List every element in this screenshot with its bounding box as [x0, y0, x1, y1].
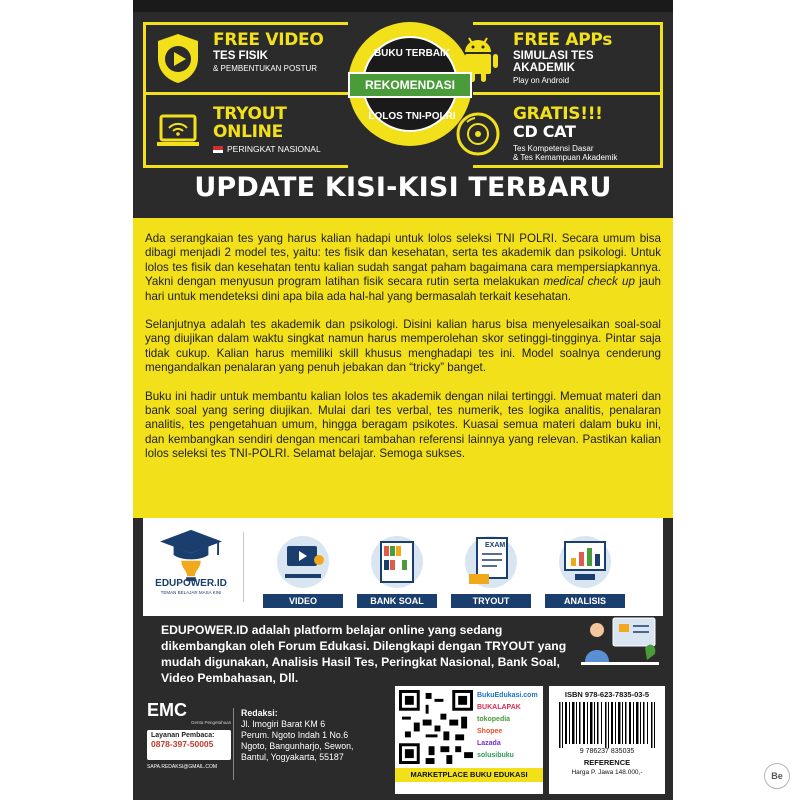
person-computer-icon: [573, 612, 663, 674]
divider: [243, 532, 244, 602]
flag-icon: [213, 146, 223, 153]
corner-badge[interactable]: Be: [764, 763, 790, 789]
edu-item-label: VIDEO: [263, 594, 343, 608]
publisher-block: [147, 700, 243, 790]
page-title: UPDATE KISI-KISI TERBARU: [194, 172, 612, 203]
edu-item-label: TRYOUT: [451, 594, 531, 608]
exam-illustration-icon: [455, 530, 527, 590]
reader-service: [147, 730, 231, 760]
publisher-address: [241, 708, 391, 763]
isbn-block: [549, 686, 665, 794]
emc-subtitle: Genta Pengetahuan: [191, 720, 232, 725]
exam-label: EXAM: [485, 542, 506, 549]
feature-title: CD CAT: [513, 122, 576, 141]
feature-line: AKADEMIK: [513, 62, 575, 74]
feature-line: SIMULASI TES: [513, 50, 594, 62]
recommendation-badge: [348, 22, 472, 146]
description-panel: [133, 218, 673, 518]
reader-service-phone: 0878-397-50005: [151, 739, 214, 749]
address-heading: Redaksi:: [241, 708, 278, 718]
feature-subline: Tes Kompetensi Dasar: [513, 144, 594, 153]
edupower-panel: [143, 518, 663, 616]
video-illustration-icon: [267, 530, 339, 590]
price-label: Harga P. Jawa 148.000,-: [571, 769, 643, 776]
badge-top-text: BUKU TERBAIK: [373, 48, 451, 59]
paragraph: Selanjutnya adalah tes akademik dan psikologi. Disini kalian harus bisa menyelesaikan soal-soal yang diujikan dalam waktu singkat namun harus memperolehan skor setinggi-tingginya. Pintar saja tidak cukup. Kalian harus memiliki skill khusus menghadapi tes ini. Model soalnya cenderung mengandalkan penalaran yang penuh jebakan dan “tricky” banget.: [145, 318, 661, 375]
feature-subline: Play on Android: [513, 76, 570, 85]
video-shield-icon: [155, 32, 201, 84]
edu-item-analisis: [541, 528, 629, 610]
feature-title: FREE VIDEO: [213, 30, 324, 50]
edu-item-label: ANALISIS: [545, 594, 625, 608]
features-area: [143, 22, 663, 170]
marketplace-block: [395, 686, 543, 794]
feature-cd-cat: [443, 102, 653, 162]
address-line: Perum. Ngoto Indah 1 No.6: [241, 730, 349, 740]
paragraph-text: Ada serangkaian tes yang harus kalian hadapi untuk lolos seleksi TNI POLRI. Secara umum bisa dibagi menjadi 2 model tes, yaitu: tes fisik dan kesehatan, serta tes akademik dan psikologi. Untuk lolos tes fisik dan kesehatan tentu kalian sudah sangat paham bagaimana cara mempersiapkannya. Yakni dengan menyusun program latihan fisik secara rutin serta melakukan: [145, 232, 661, 289]
edupower-name: EDUPOWER.ID: [155, 578, 227, 589]
paragraph-text: jauh hari untuk mendeteksi dini apa bila ada hal-hal yang bermasalah terkait kesehatan.: [145, 275, 662, 303]
category-label: REFERENCE: [583, 758, 631, 767]
divider: [233, 708, 234, 780]
reader-service-label: Layanan Pembaca:: [151, 732, 215, 739]
paragraph: Buku ini hadir untuk membantu kalian lolos tes akademik dengan nilai tertinggi. Memuat materi dan bank soal yang sering diujikan. Mulai dari tes verbal, tes numerik, tes logika analitis, penalaran analitis, tes pengetahuan umum, hingga beragam psikotes. Kuasai semua materi dalam buku ini, dan kembangkan sendiri dengan mencari tambahan referensi lainnya yang relevan. Pastikan kalian lolos seleksi tes TNI-POLRI. Selamat belajar. Semoga sukses.: [145, 389, 661, 461]
store-bukalapak[interactable]: BUKALAPAK: [477, 704, 521, 711]
isbn-number: ISBN 978-623-7835-03-5: [564, 690, 650, 699]
feature-title: FREE APPs: [513, 30, 613, 50]
feature-free-video: [143, 28, 353, 88]
feature-subline: PERINGKAT NASIONAL: [227, 144, 321, 154]
edupower-logo: [151, 526, 231, 608]
paragraph: [145, 232, 661, 304]
qr-code-icon: [399, 690, 473, 764]
store-bukuedukasi[interactable]: BukuEdukasi.com: [477, 692, 538, 699]
store-solusibuku[interactable]: solusibuku: [477, 752, 514, 759]
publisher-email: SAPA.REDAKSI@GMAIL.COM: [147, 764, 217, 770]
edupower-tagline: TEMAN BELAJAR MASA KINI: [160, 590, 222, 595]
bookshelf-illustration-icon: [361, 530, 433, 590]
edu-item-video: [259, 528, 347, 610]
book-back-cover: [133, 0, 673, 800]
laptop-wifi-icon: [155, 106, 201, 158]
edu-item-label: BANK SOAL: [357, 594, 437, 608]
feature-subline: & PEMBENTUKAN POSTUR: [213, 64, 318, 73]
store-shopee[interactable]: Shopee: [477, 728, 503, 735]
analysis-illustration-icon: [549, 530, 621, 590]
emc-logo: EMC: [147, 700, 187, 720]
badge-ribbon: REKOMENDASI: [348, 72, 472, 98]
feature-free-apps: [443, 28, 653, 88]
address-line: Jl. Imogiri Barat KM 6: [241, 719, 326, 729]
store-list: [477, 690, 541, 762]
feature-tryout-online: [143, 102, 353, 162]
paragraph-emphasis: medical check up: [543, 275, 635, 289]
graduation-bulb-icon: [151, 526, 231, 584]
feature-title: TRYOUT: [213, 104, 287, 124]
feature-title: GRATIS!!!: [513, 104, 603, 124]
feature-title: ONLINE: [213, 122, 283, 142]
barcode-icon: [557, 702, 657, 748]
edu-item-bank-soal: [353, 528, 441, 610]
address-line: Bantul, Yogyakarta, 55187: [241, 752, 344, 762]
address-line: Ngoto, Bangunharjo, Sewon,: [241, 741, 354, 751]
marketplace-label: MARKETPLACE BUKU EDUKASI: [395, 768, 543, 782]
edupower-description: EDUPOWER.ID adalah platform belajar online yang sedang dikembangkan oleh Forum Edukasi. Dilengkapi dengan TRYOUT yang mudah digunakan, Analisis Hasil Tes, Peringkat Nasional, Bank Soal, Video Pembahasan, Dll.: [161, 623, 567, 685]
store-tokopedia[interactable]: tokopedia: [477, 716, 511, 723]
feature-subline: & Tes Kemampuan Akademik: [513, 153, 618, 162]
badge-bottom-text: LOLOS TNI-POLRI: [368, 111, 456, 122]
barcode-digits: 9 786237 835035: [579, 748, 635, 755]
feature-line: TES FISIK: [213, 50, 268, 62]
badge-inner: [362, 36, 458, 132]
store-lazada[interactable]: Lazada: [477, 740, 501, 747]
edu-item-tryout: [447, 528, 535, 610]
